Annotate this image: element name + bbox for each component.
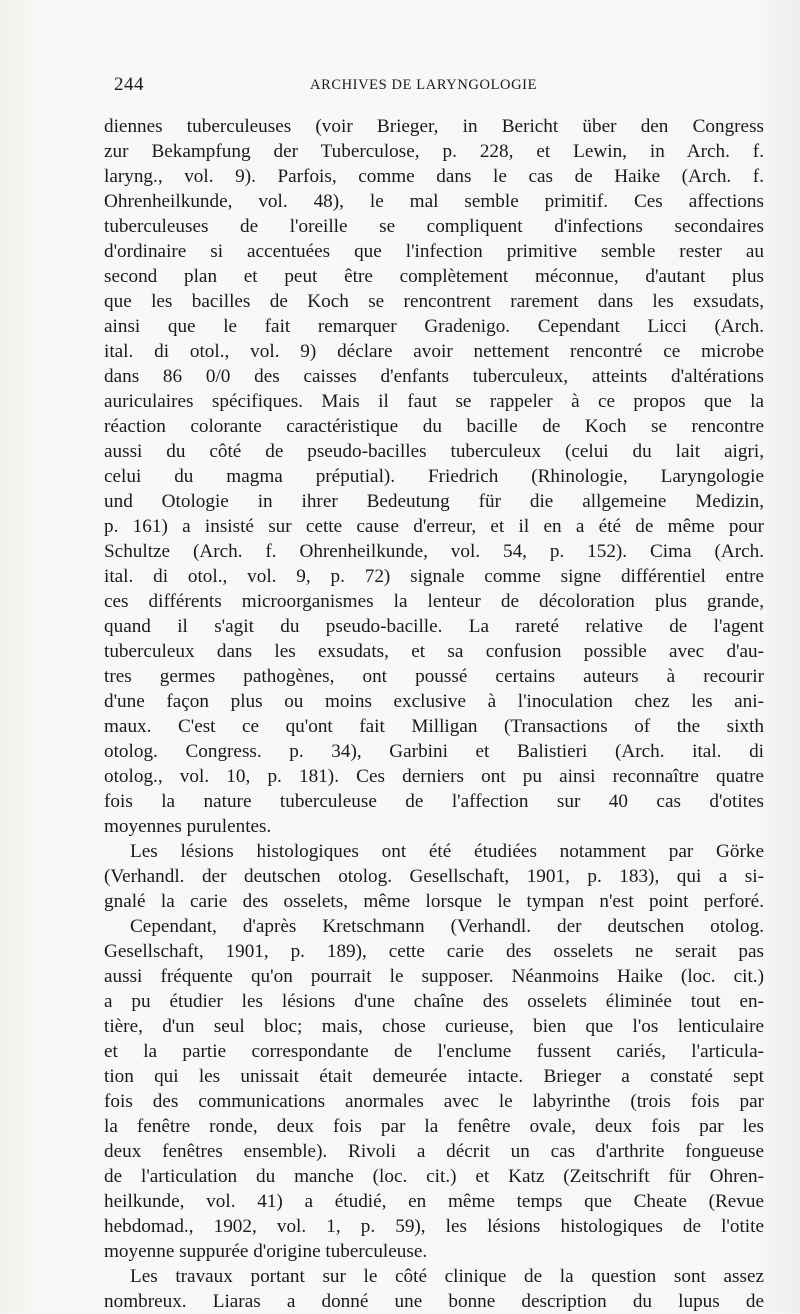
text-line-paragraph-end: moyenne suppurée d'origine tuberculeuse.	[104, 1241, 428, 1262]
text-line: zur Bekampfung der Tuberculose, p. 228, et Lewin, in Arch. f.	[104, 141, 764, 162]
page-header	[114, 74, 764, 98]
text-line: a pu étudier les lésions d'une chaîne des osselets éliminée tout en-	[104, 991, 764, 1012]
text-line: otolog., vol. 10, p. 181). Ces derniers ont pu ainsi reconnaître quatre	[104, 766, 764, 787]
text-line: quand il s'agit du pseudo-bacille. La rareté relative de l'agent	[104, 616, 764, 637]
text-line: und Otologie in ihrer Bedeutung für die allgemeine Medizin,	[104, 491, 764, 512]
text-line-paragraph-start: Cependant, d'après Kretschmann (Verhandl. der deutschen otolog.	[130, 916, 764, 937]
text-line: tière, d'un seul bloc; mais, chose curieuse, bien que l'os lenticulaire	[104, 1016, 764, 1037]
text-line: réaction colorante caractéristique du bacille de Koch se rencontre	[104, 416, 764, 437]
page-number: 244	[114, 74, 144, 95]
text-line: dans 86 0/0 des caisses d'enfants tuberculeux, atteints d'altérations	[104, 366, 764, 387]
text-line: celui du magma préputial). Friedrich (Rhinologie, Laryngologie	[104, 466, 764, 487]
text-line: ainsi que le fait remarquer Gradenigo. Cependant Licci (Arch.	[104, 316, 764, 337]
text-line: Gesellschaft, 1901, p. 189), cette carie des osselets ne serait pas	[104, 941, 764, 962]
text-line: Schultze (Arch. f. Ohrenheilkunde, vol. 54, p. 152). Cima (Arch.	[104, 541, 764, 562]
text-line: tres germes pathogènes, ont poussé certains auteurs à recourir	[104, 666, 764, 687]
text-line: auriculaires spécifiques. Mais il faut se rappeler à ce propos que la	[104, 391, 764, 412]
text-line: ces différents microorganismes la lenteur de décoloration plus grande,	[104, 591, 764, 612]
text-line: p. 161) a insisté sur cette cause d'erreur, et il en a été de même pour	[104, 516, 764, 537]
text-line: (Verhandl. der deutschen otolog. Gesellschaft, 1901, p. 183), qui a si-	[104, 866, 764, 887]
text-line: fois la nature tuberculeuse de l'affection sur 40 cas d'otites	[104, 791, 764, 812]
text-line-paragraph-start: Les lésions histologiques ont été étudiées notamment par Görke	[130, 841, 764, 862]
text-line: maux. C'est ce qu'ont fait Milligan (Transactions of the sixth	[104, 716, 764, 737]
text-line: la fenêtre ronde, deux fois par la fenêtre ovale, deux fois par les	[104, 1116, 764, 1137]
text-line: tuberculeuses de l'oreille se compliquent d'infections secondaires	[104, 216, 764, 237]
running-title: ARCHIVES DE LARYNGOLOGIE	[310, 77, 538, 93]
text-line: hebdomad., 1902, vol. 1, p. 59), les lésions histologiques de l'otite	[104, 1216, 764, 1237]
text-line: ital. di otol., vol. 9, p. 72) signale comme signe différentiel entre	[104, 566, 764, 587]
text-line: tuberculeux dans les exsudats, et sa confusion possible avec d'au-	[104, 641, 764, 662]
text-line: gnalé la carie des osselets, même lorsque le tympan n'est point perforé.	[104, 891, 764, 912]
text-line: second plan et peut être complètement méconnue, d'autant plus	[104, 266, 764, 287]
text-line: otolog. Congress. p. 34), Garbini et Balistieri (Arch. ital. di	[104, 741, 764, 762]
text-line: fois des communications anormales avec le labyrinthe (trois fois par	[104, 1091, 764, 1112]
body-text	[104, 114, 764, 1314]
text-line: deux fenêtres ensemble). Rivoli a décrit un cas d'arthrite fongueuse	[104, 1141, 764, 1162]
text-line: aussi du côté de pseudo-bacilles tuberculeux (celui du lait aigri,	[104, 441, 764, 462]
text-line: aussi fréquente qu'on pourrait le supposer. Néanmoins Haike (loc. cit.)	[104, 966, 764, 987]
text-line: laryng., vol. 9). Parfois, comme dans le cas de Haike (Arch. f.	[104, 166, 764, 187]
text-line: ital. di otol., vol. 9) déclare avoir nettement rencontré ce microbe	[104, 341, 764, 362]
text-line: d'ordinaire si accentuées que l'infection primitive semble rester au	[104, 241, 764, 262]
text-line: que les bacilles de Koch se rencontrent rarement dans les exsudats,	[104, 291, 764, 312]
text-line: Ohrenheilkunde, vol. 48), le mal semble primitif. Ces affections	[104, 191, 764, 212]
text-line: diennes tuberculeuses (voir Brieger, in Bericht über den Congress	[104, 116, 764, 137]
text-line: de l'articulation du manche (loc. cit.) et Katz (Zeitschrift für Ohren-	[104, 1166, 764, 1187]
text-line-paragraph-start: Les travaux portant sur le côté clinique de la question sont assez	[130, 1266, 764, 1287]
text-line: et la partie correspondante de l'enclume fussent cariés, l'articula-	[104, 1041, 764, 1062]
text-line: nombreux. Liaras a donné une bonne description du lupus de	[104, 1291, 764, 1312]
text-line: tion qui les unissait était demeurée intacte. Brieger a constaté sept	[104, 1066, 764, 1087]
text-line: d'une façon plus ou moins exclusive à l'inoculation chez les ani-	[104, 691, 764, 712]
text-line-paragraph-end: moyennes purulentes.	[104, 816, 272, 837]
text-line: heilkunde, vol. 41) a étudié, en même temps que Cheate (Revue	[104, 1191, 764, 1212]
